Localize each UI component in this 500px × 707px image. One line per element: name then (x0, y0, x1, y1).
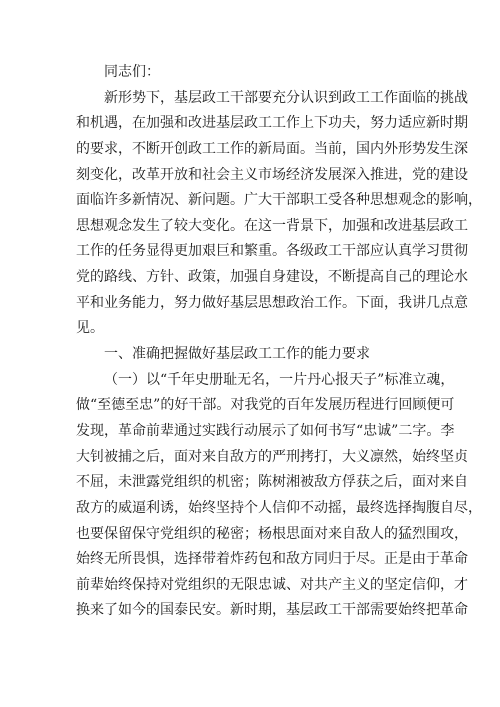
paragraph-line: 党的路线、方针、政策，加强自身建设，不断提高自己的理论水 (76, 269, 468, 286)
paragraph-line: 工作的任务显得更加艰巨和繁重。各级政工干部应认真学习贯彻 (76, 243, 468, 260)
paragraph-line: 新形势下，基层政工干部要充分认识到政工工作面临的挑战 (104, 89, 468, 106)
paragraph-line: 刻变化，改革开放和社会主义市场经济发展深入推进，党的建设 (76, 166, 468, 183)
paragraph-line: 面临许多新情况、新问题。广大干部职工受各种思想观念的影响， (76, 192, 482, 209)
paragraph-line: 大钊被捕之后，面对来自敌方的严刑拷打，大义凛然，始终坚贞 (76, 448, 468, 465)
paragraph-line: 始终无所畏惧，选择带着炸药包和敌方同归于尽。正是由于革命 (76, 551, 468, 568)
paragraph-line: 和机遇，在加强和改进基层政工工作上下功夫，努力适应新时期 (76, 115, 468, 132)
paragraph-line: 平和业务能力，努力做好基层思想政治工作。下面，我讲几点意 (76, 294, 468, 311)
paragraph-line: 思想观念发生了较大变化。在这一背景下，加强和改进基层政工 (76, 217, 468, 234)
paragraph-line: 见。 (76, 320, 104, 337)
paragraph-line: （一）以“千年史册耻无名，一片丹心报天子”标准立魂， (104, 371, 455, 388)
salutation: 同志们： (104, 64, 160, 80)
paragraph-line: 敌方的威逼利诱，始终坚持个人信仰不动摇，最终选择掏腹自尽， (76, 499, 482, 516)
document-body (76, 60, 482, 624)
paragraph-line: 不屈，未泄露党组织的机密；陈树湘被敌方俘获之后，面对来自 (76, 474, 468, 491)
paragraph-line: 的要求，不断开创政工工作的新局面。当前，国内外形势发生深 (76, 140, 468, 157)
section-heading: 一、准确把握做好基层政工工作的能力要求 (104, 346, 370, 363)
paragraph-line: 也要保留保守党组织的秘密；杨根思面对来自敌人的猛烈围攻， (76, 525, 468, 542)
paragraph-line: 换来了如今的国泰民安。新时期，基层政工干部需要始终把革命 (76, 602, 468, 619)
paragraph-line: 发现，革命前辈通过实践行动展示了如何书写“忠诚”二字。李 (76, 422, 455, 439)
paragraph-line: 做“至德至忠”的好干部。对我党的百年发展历程进行回顾便可 (76, 397, 455, 414)
paragraph-line: 前辈始终保持对党组织的无限忠诚、对共产主义的坚定信仰，才 (76, 576, 468, 593)
